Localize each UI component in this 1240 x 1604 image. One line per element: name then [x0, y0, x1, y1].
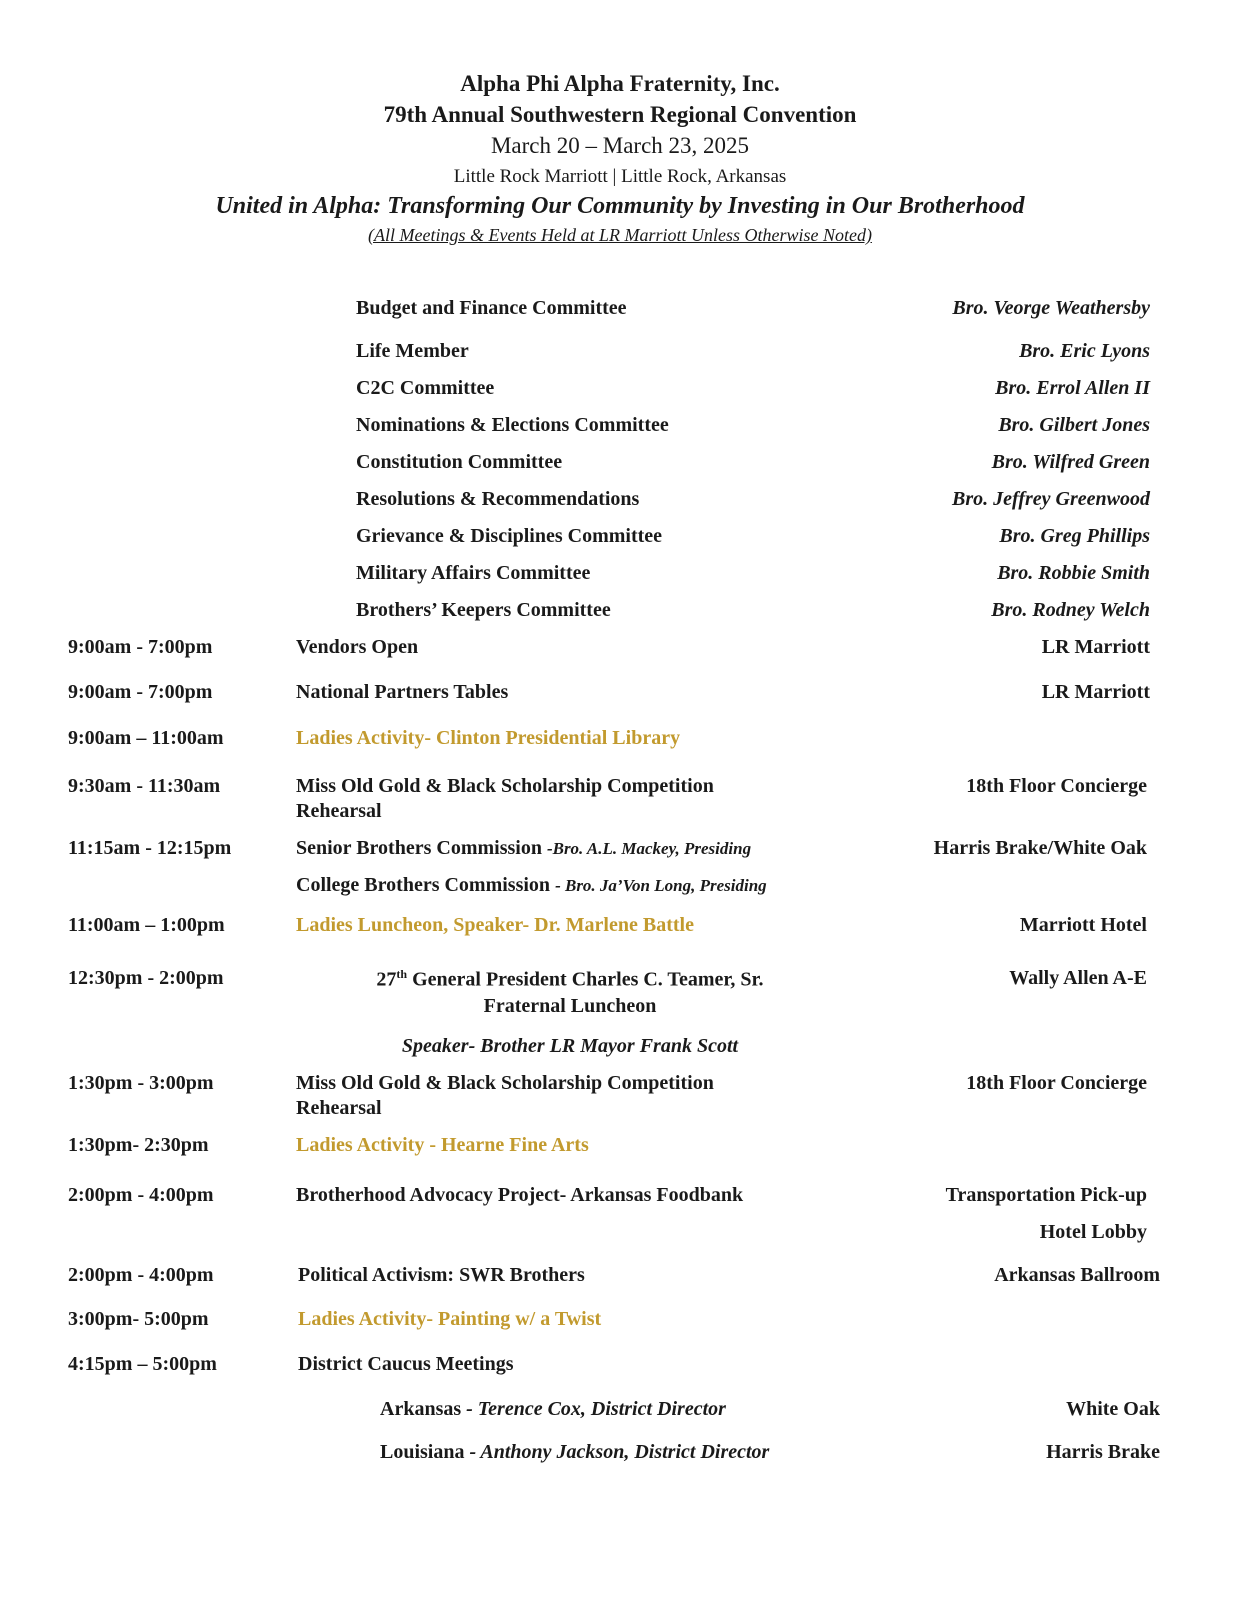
schedule-event	[296, 837, 751, 860]
committee-name: Brothers’ Keepers Committee	[356, 599, 611, 621]
schedule-time: 9:00am - 7:00pm	[68, 636, 213, 658]
schedule-event: Brotherhood Advocacy Project- Arkansas Foodbank	[296, 1184, 744, 1206]
schedule-location: Harris Brake/White Oak	[933, 837, 1147, 859]
committee-chair: Bro. Rodney Welch	[991, 599, 1150, 621]
schedule-time: 2:00pm - 4:00pm	[68, 1264, 214, 1286]
schedule-location: Marriott Hotel	[1019, 914, 1147, 936]
schedule-time: 1:30pm - 3:00pm	[68, 1072, 214, 1094]
event-title: 79th Annual Southwestern Regional Convention	[383, 102, 857, 127]
schedule-event: Vendors Open	[296, 636, 419, 658]
committee-chair: Bro. Wilfred Green	[991, 451, 1150, 473]
schedule-time: 9:00am – 11:00am	[68, 727, 224, 749]
caucus-district	[380, 1398, 726, 1421]
event-venue: Little Rock Marriott | Little Rock, Arkansas	[453, 166, 787, 187]
schedule-location: 18th Floor Concierge	[966, 775, 1147, 797]
committee-chair: Bro. Greg Phillips	[999, 525, 1150, 547]
caucus-district	[380, 1441, 769, 1464]
schedule-event: Political Activism: SWR Brothers	[298, 1264, 585, 1286]
org-title: Alpha Phi Alpha Fraternity, Inc.	[460, 71, 780, 96]
committee-name: Resolutions & Recommendations	[356, 488, 640, 510]
schedule-location: LR Marriott	[1041, 681, 1150, 703]
commission-presider: -Bro. A.L. Mackey, Presiding	[546, 839, 752, 858]
ordinal-number: 27	[376, 968, 397, 991]
schedule-location: Harris Brake	[1046, 1441, 1160, 1463]
committee-name: Grievance & Disciplines Committee	[356, 525, 663, 547]
schedule-location: 18th Floor Concierge	[966, 1072, 1147, 1094]
schedule-time: 11:00am – 1:00pm	[68, 914, 225, 936]
committee-chair: Bro. Robbie Smith	[997, 562, 1150, 584]
schedule-event	[296, 874, 767, 897]
schedule-event-continued: Fraternal Luncheon	[483, 995, 657, 1017]
committee-chair: Bro. Eric Lyons	[1019, 340, 1150, 362]
schedule-location: Wally Allen A-E	[1009, 967, 1147, 989]
committee-chair: Bro. Gilbert Jones	[998, 414, 1150, 436]
ladies-activity-event: Ladies Activity- Clinton Presidential Library	[296, 727, 681, 749]
schedule-event: Miss Old Gold & Black Scholarship Competition	[296, 775, 714, 797]
schedule-time: 9:30am - 11:30am	[68, 775, 221, 797]
committee-chair: Bro. Veorge Weathersby	[952, 297, 1150, 319]
commission-name: College Brothers Commission	[296, 874, 551, 896]
committee-name: Life Member	[356, 340, 469, 362]
ladies-activity-event: Ladies Luncheon, Speaker- Dr. Marlene Battle	[296, 914, 694, 936]
schedule-time: 1:30pm- 2:30pm	[68, 1134, 209, 1156]
schedule-time: 12:30pm - 2:00pm	[68, 967, 224, 989]
committee-chair: Bro. Jeffrey Greenwood	[952, 488, 1150, 510]
schedule-location: White Oak	[1066, 1398, 1160, 1420]
district-director: - Terence Cox, District Director	[466, 1398, 726, 1420]
luncheon-speaker: Speaker- Brother LR Mayor Frank Scott	[401, 1035, 739, 1057]
schedule-time: 3:00pm- 5:00pm	[68, 1308, 209, 1330]
committee-name: Budget and Finance Committee	[356, 297, 627, 319]
schedule-event-continued: Rehearsal	[296, 1097, 382, 1119]
schedule-event-continued: Rehearsal	[296, 800, 382, 822]
committee-name: Constitution Committee	[356, 451, 563, 473]
ladies-activity-event: Ladies Activity- Painting w/ a Twist	[298, 1308, 602, 1330]
committee-name: C2C Committee	[356, 377, 495, 399]
schedule-location: Transportation Pick-up	[945, 1184, 1147, 1206]
schedule-location-continued: Hotel Lobby	[1039, 1221, 1147, 1243]
ordinal-suffix: th	[396, 967, 408, 981]
schedule-time: 4:15pm – 5:00pm	[68, 1353, 217, 1375]
venue-note: (All Meetings & Events Held at LR Marriott Unless Otherwise Noted)	[368, 225, 872, 245]
district-state: Arkansas	[380, 1398, 462, 1420]
committee-name: Military Affairs Committee	[356, 562, 591, 584]
schedule-time: 11:15am - 12:15pm	[68, 837, 232, 859]
schedule-time: 9:00am - 7:00pm	[68, 681, 213, 703]
commission-name: Senior Brothers Commission	[296, 837, 542, 859]
schedule-event: National Partners Tables	[296, 681, 509, 703]
district-director: - Anthony Jackson, District Director	[469, 1441, 770, 1463]
schedule-location: Arkansas Ballroom	[994, 1264, 1160, 1286]
event-dates: March 20 – March 23, 2025	[490, 133, 750, 158]
committee-chair: Bro. Errol Allen II	[995, 377, 1150, 399]
schedule-event: Miss Old Gold & Black Scholarship Competition	[296, 1072, 714, 1094]
event-theme: United in Alpha: Transforming Our Community by Investing in Our Brotherhood	[215, 193, 1025, 219]
commission-presider: - Bro. Ja’Von Long, Presiding	[555, 876, 767, 895]
schedule-event	[296, 967, 844, 992]
district-state: Louisiana	[380, 1441, 465, 1463]
schedule-location: LR Marriott	[1041, 636, 1150, 658]
event-title-line: General President Charles C. Teamer, Sr.	[412, 968, 764, 991]
ladies-activity-event: Ladies Activity - Hearne Fine Arts	[296, 1134, 589, 1156]
schedule-event: District Caucus Meetings	[298, 1353, 514, 1375]
schedule-time: 2:00pm - 4:00pm	[68, 1184, 214, 1206]
committee-name: Nominations & Elections Committee	[356, 414, 669, 436]
